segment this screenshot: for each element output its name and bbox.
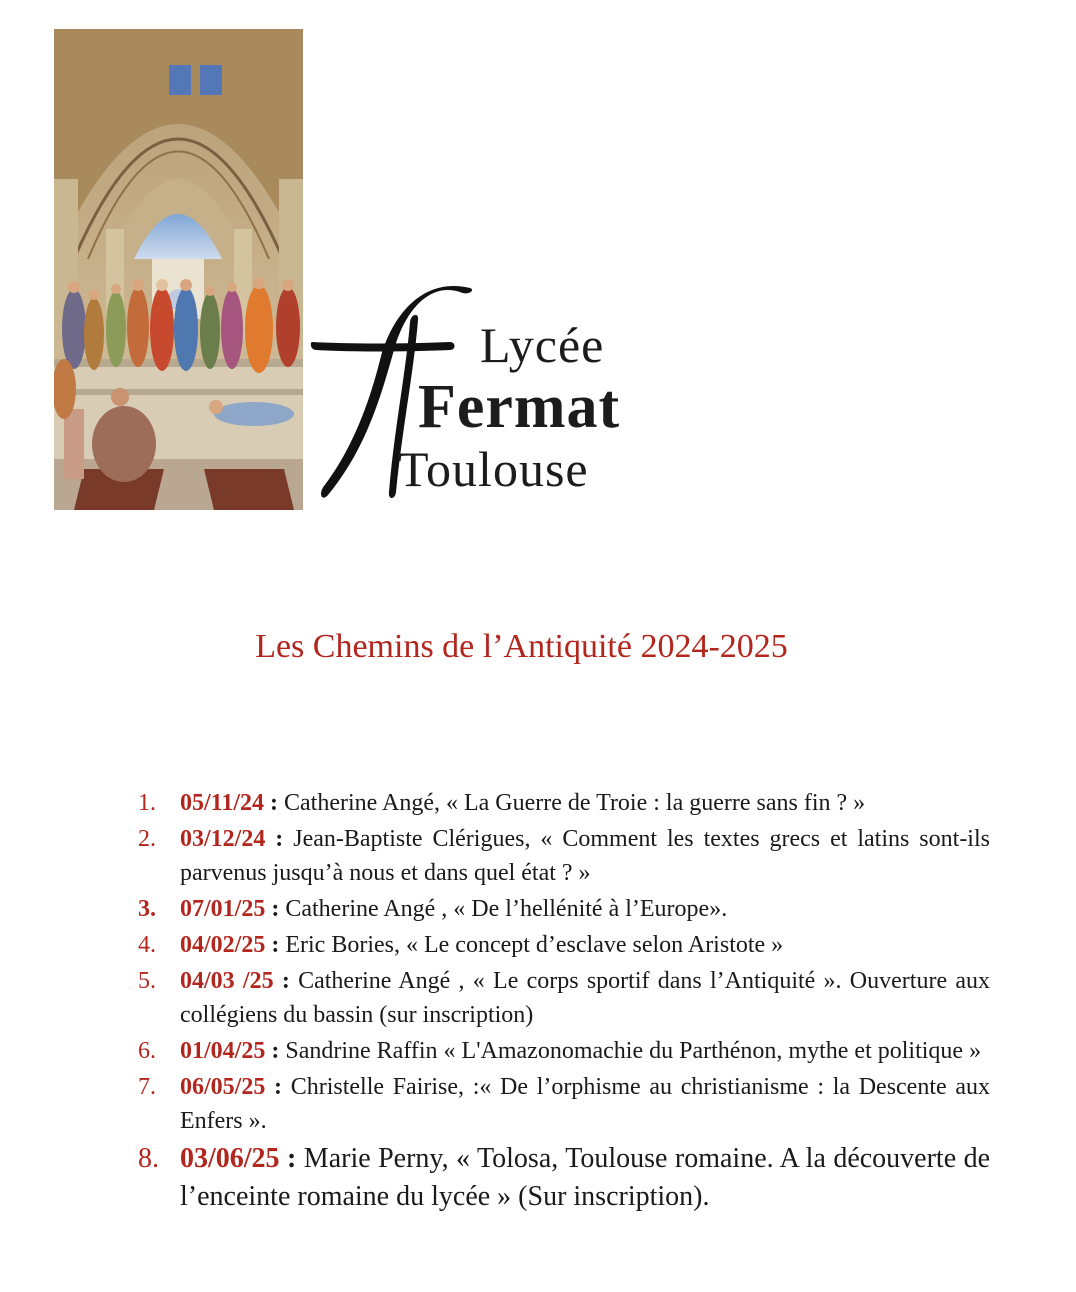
date-separator: : [265,896,286,922]
item-number: 3. [138,896,156,922]
event-date: 05/11/24 [180,790,265,816]
event-date: 03/06/25 [180,1143,280,1174]
event-description: Jean-Baptiste Clérigues, « Comment les textes grecs et latins sont-ils parvenus jusqu’à nous et dans quel état ? » [180,826,990,886]
item-number: 5. [138,968,156,994]
item-number: 6. [138,1038,156,1064]
item-number: 7. [138,1074,156,1100]
date-separator: : [265,826,294,852]
event-description: Catherine Angé, « La Guerre de Troie : la guerre sans fin ? » [284,790,866,816]
list-item [138,964,990,1032]
event-description: Catherine Angé , « De l’hellénité à l’Europe». [285,896,728,922]
list-item [138,928,990,962]
list-item [138,822,990,890]
fresco-image [54,29,303,510]
event-description: Sandrine Raffin « L'Amazonomachie du Parthénon, mythe et politique » [285,1038,982,1064]
item-number: 1. [138,790,156,816]
event-date: 03/12/24 [180,826,266,852]
event-description: Christelle Fairise, :« De l’orphisme au christianisme : la Descente aux Enfers ». [180,1074,990,1134]
item-number: 4. [138,932,156,958]
date-separator: : [264,790,285,816]
list-item [138,786,990,820]
logo-text-fermat: Fermat [418,373,621,441]
event-date: 06/05/25 [180,1074,266,1100]
school-logo [310,280,690,510]
event-list [138,786,990,1218]
logo-text-toulouse: Toulouse [398,441,589,497]
item-number: 8. [138,1143,159,1174]
list-item [138,892,990,926]
date-separator: : [273,968,299,994]
list-item [138,1070,990,1138]
date-separator: : [265,1038,286,1064]
event-date: 04/03 /25 [180,968,274,994]
date-separator: : [265,1074,291,1100]
date-separator: : [279,1143,304,1174]
list-item [138,1034,990,1068]
logo-text-lycee: Lycée [480,317,605,373]
event-description: Eric Bories, « Le concept d’esclave selon Aristote » [285,932,784,958]
event-date: 01/04/25 [180,1038,266,1064]
date-separator: : [265,932,286,958]
item-number: 2. [138,826,156,852]
event-description: Catherine Angé , « Le corps sportif dans l’Antiquité ». Ouverture aux collégiens du bassin (sur inscription) [180,968,990,1028]
event-date: 07/01/25 [180,896,266,922]
event-date: 04/02/25 [180,932,266,958]
page-title: Les Chemins de l’Antiquité 2024-2025 [255,628,788,665]
event-description: Marie Perny, « Tolosa, Toulouse romaine. A la découverte de l’enceinte romaine du lycée » (Sur inscription). [180,1143,991,1212]
list-item [138,1140,990,1216]
